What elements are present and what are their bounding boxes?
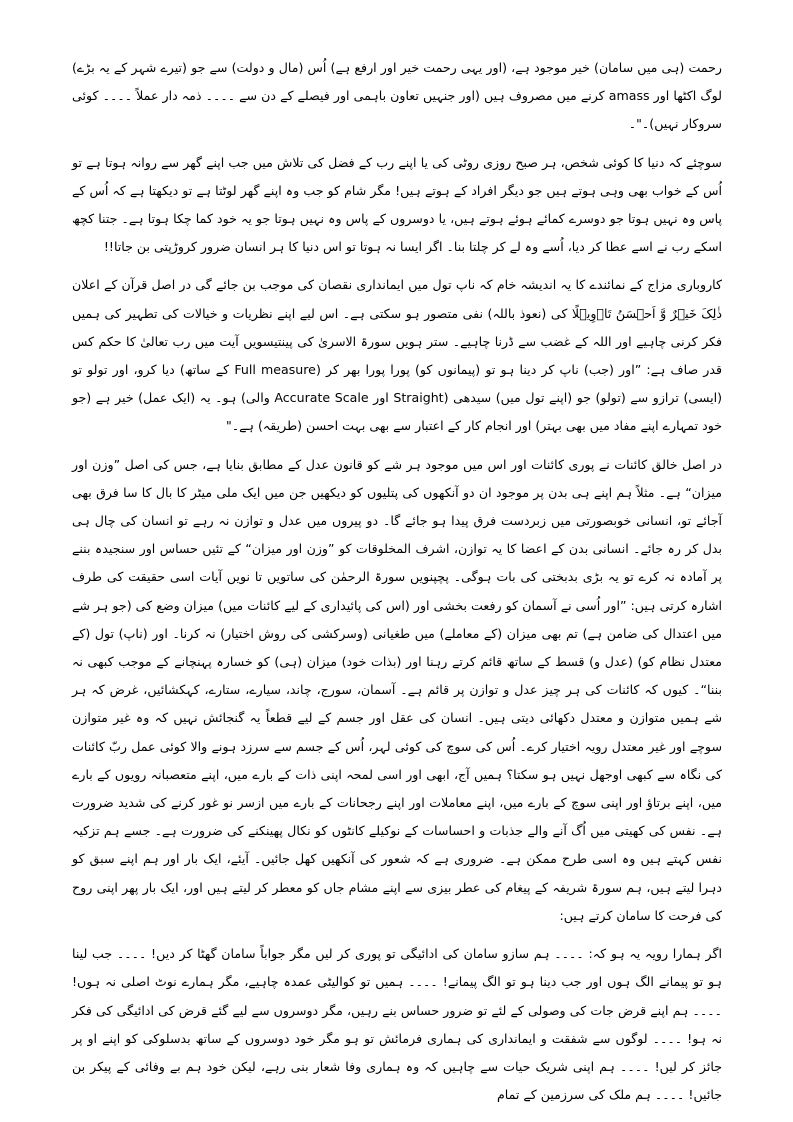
paragraph-2: سوچئے کہ دنیا کا کوئی شخص، ہر صبح روزی روٹی کی یا اپنے رب کے فضل کی تلاش میں جب اپنے گھر سے روانہ ہوتا ہے تو اُس کے خواب بھی وہی ہوتے ہیں جو دیگر افراد کے ہوتے ہیں! مگر شام کو جب وہ اپنے گھر لوٹتا ہے تو دیکھتا ہے کہ اُس کے پاس وہ نہیں ہوتا جو دوسرے کمائے ہوئے ہوتے ہیں، یا دوسروں کے پاس وہ نہیں ہوتا جو یہ خود کما چکا ہوتا ہے۔ جتنا کچھ اسکے رب نے اسے عطا کر دیا، اُسے وہ لے کر چلتا بنا۔ اگر ایسا نہ ہوتا تو اس دنیا کا ہر انسان ضرور کروڑپتی بن جاتا!!: [72, 154, 722, 255]
paragraph-3: کاروباری مزاج کے نمائندے کا یہ اندیشہ خام کہ ناپ تول میں ایمانداری نقصان کی موجب بن جائے گی در اصل قرآن کے اعلان ذٰلِکَ خَیۡرٌ وَّ اَحۡسَنُ تَاۡوِیۡلًا کی (نعوذ باللہ) نفی متصور ہو سکتی ہے۔ اس لیے اپنے نظریات و خیالات کی تطہیر کی ہمیں فکر کرنی چاہیے اور اللہ کے غضب سے ڈرنا چاہیے۔ ستر ہویں سورۃ الاسریٰ کی پینتیسویں آیت میں رب تعالیٰ کا حکم کس قدر صاف ہے: ”اور (جب) ناپ کر دینا ہو تو (پیمانوں کو) پورا پورا بھر کر (Full measure کے ساتھ) دیا کرو، اور تولو تو (ایسی) ترازو سے (تولو) جو (اپنے تول میں) سیدھی (Straight اور Accurate Scale والی) ہو۔ یہ (ایک عمل) خیر ہے (جو خود تمہارے اپنے مفاد میں بھی بہتر) اور انجام کار کے اعتبار سے بھی بہت احسن (طریقہ) ہے۔": [72, 277, 723, 434]
paragraph-1: رحمت (ہی میں سامان) خیر موجود ہے، (اور یہی رحمت خیر اور ارفع ہے) اُس (مال و دولت) سے جو (تیرے شہر کے یہ بڑے) لوگ اکٹھا اور amass کرنے میں مصروف ہیں (اور جنہیں تعاون باہمی اور فیصلے کے دن سے ۔۔۔۔ ذمہ دار عملاً ۔۔۔۔ کوئی سروکار نہیں)۔"۔: [72, 60, 722, 132]
paragraph-4: در اصل خالق کائنات نے پوری کائنات اور اس میں موجود ہر شے کو قانون عدل کے مطابق بنایا ہے، جس کی اصل ”وزن اور میزان“ ہے۔ مثلاً ہم اپنے ہی بدن پر موجود ان دو آنکھوں کی پتلیوں کو دیکھیں جن میں ایک ملی میٹر کا بال کا سا فرق بھی آجائے تو، انسانی خوبصورتی میں زبردست فرق پیدا ہو جائے گا۔ دو پیروں میں عدل و توازن نہ رہے تو انسان کی چال ہی بدل کر رہ جائے۔ انسانی بدن کے اعضا کا یہ توازن، اشرف المخلوقات کو ”وزن اور میزان“ کے تئیں حساس اور سنجیدہ بننے پر آمادہ نہ کرے تو یہ بڑی بدبختی کی بات ہوگی۔ پچپنویں سورۃ الرحمٰن کی ساتویں تا نویں آیات اسی حقیقت کی طرف اشارہ کرتی ہیں: ”اور اُسی نے آسمان کو رفعت بخشی اور (اس کی پائیداری کے لیے کائنات میں) میزان وضع کی (جو ہر شے میں اعتدال کی ضامن ہے) تم بھی میزان (کے معاملے) میں طغیانی (وسرکشی کی روش اختیار) نہ کرنا۔ اور (ناپ) تول (کے معتدل نظام کو) (عدل و) قسط کے ساتھ قائم کرتے رہنا اور (بذات خود) میزان (ہی) کو خسارہ پہنچانے کے موجب کبھی نہ بننا“۔ کیوں کہ کائنات کی ہر چیز عدل و توازن پر قائم ہے۔ آسمان، سورج، چاند، سیارے، ستارے، کہکشائیں، غرض کہ ہر شے ہمیں متوازن و معتدل دکھائی دیتی ہیں۔ انسان کی عقل اور جسم کے لیے قطعاً یہ گنجائش نہیں کہ وہ غیر متوازن سوچے اور غیر معتدل رویہ اختیار کرے۔ اُس کی سوچ کی کوئی لہر، اُس کے جسم سے سرزد ہونے والا کوئی عمل ربّ کائنات کی نگاہ سے کبھی اوجھل نہیں ہو سکتا؟ ہمیں آج، ابھی اور اسی لمحہ اپنی ذات کے بارے میں، اپنے متعصبانہ رویوں کے بارے میں، اپنے برتاؤ اور اپنی سوچ کے بارے میں، اپنے معاملات اور اپنے رجحانات کے بارے میں ازسر نو غور کرنے کی شدید ضرورت ہے۔ نفس کی کھیتی میں اُگ آنے والے جذبات و احساسات کے نوکیلے کانٹوں کو نکال پھینکنے کی ضرورت ہے۔ جسے ہم تزکیہ نفس کہتے ہیں وہ اسی طرح ممکن ہے۔ ضروری ہے کہ شعور کی آنکھیں کھل جائیں۔ آیئے، ایک بار اور ہم اپنے سبق کو دہرا لیتے ہیں، ہم سورۃ شریفہ کے پیغام کی عطر بیزی سے اپنے مشام جاں کو معطر کر لیتے ہیں اور، ایک بار پھر اپنی روح کی فرحت کا سامان کرتے ہیں:: [72, 456, 722, 923]
paragraph-5: اگر ہمارا رویہ یہ ہو کہ: ۔۔۔۔ ہم سازو سامان کی ادائیگی تو پوری کر لیں مگر جواباً سامان گھٹا کر دیں! ۔۔۔۔ جب لینا ہو تو پیمانے الگ ہوں اور جب دینا ہو تو الگ پیمانے! ۔۔۔۔ ہمیں تو کوالیٹی عمدہ چاہیے، مگر ہمارے نوٹ اصلی نہ ہوں! ۔۔۔۔ ہم اپنے قرض جات کی وصولی کے لئے تو ضرور حساس بنے رہیں، مگر دوسروں سے لیے گئے قرض کی ادائیگی کی فکر نہ ہو! ۔۔۔۔ لوگوں سے شفقت و ایمانداری کی ہماری فرمائش تو ہو مگر خود دوسروں کے ساتھ بدسلوکی کو اپنے او پر جائز کر لیں! ۔۔۔۔ ہم اپنی شریک حیات سے چاہیں کہ وہ ہماری وفا شعار بنی رہے، لیکن خود ہم بے وفائی کے پیکر بن جائیں! ۔۔۔۔ ہم ملک کی سرزمین کے تمام: [72, 946, 722, 1103]
document-page: [72, 54, 722, 1119]
